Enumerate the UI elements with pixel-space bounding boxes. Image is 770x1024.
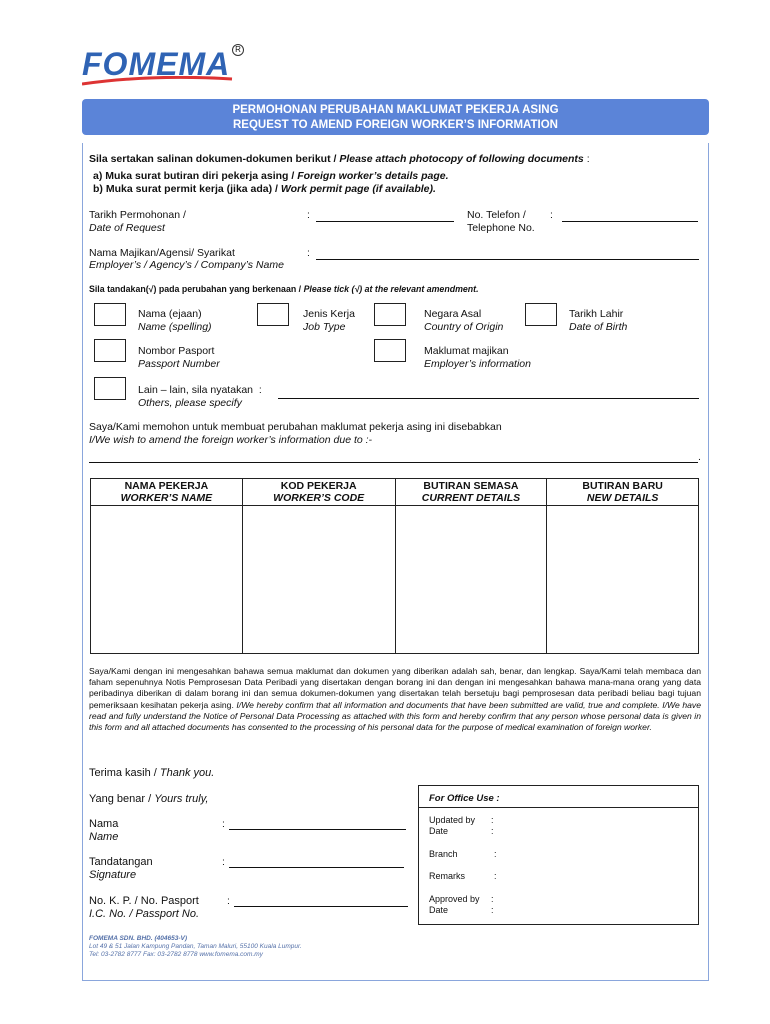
col-worker-name bbox=[91, 479, 243, 506]
attach-b-en: Work permit page (if available). bbox=[280, 183, 436, 195]
registered-mark: R bbox=[232, 44, 244, 56]
sig-name-input-line[interactable] bbox=[229, 829, 406, 830]
tick-instruction bbox=[89, 283, 479, 296]
ic-input-line[interactable] bbox=[234, 906, 408, 907]
sig-name-colon: : bbox=[222, 818, 225, 830]
table-header-row bbox=[91, 479, 699, 506]
opt-dob-ms: Tarikh Lahir bbox=[569, 308, 624, 320]
yours-line bbox=[89, 793, 208, 806]
form-title-ms: PERMOHONAN PERUBAHAN MAKLUMAT PEKERJA ASING bbox=[232, 104, 559, 116]
col-worker-name-ms: NAMA PEKERJA bbox=[124, 480, 209, 492]
others-input-line[interactable] bbox=[278, 398, 699, 399]
table-row bbox=[91, 506, 699, 654]
cell-worker-code[interactable] bbox=[242, 506, 395, 654]
form-title bbox=[82, 99, 709, 135]
declaration-en: I/We hereby confirm that all information and documents that have been submitted are valid, true and complete. I/We have read and fully understand the Notice of Personal Data Processing as attached with this form and hereby confirm that any person whose personal data is given in this form and all attached documents has consented to the processing of his personal data for the purpose of medical examination of foreign worker. bbox=[89, 699, 701, 733]
passport-checkbox[interactable] bbox=[94, 339, 126, 362]
office-branch: Branch bbox=[429, 849, 458, 859]
footer-address: Lot 49 & 51 Jalan Kampung Pandan, Taman Maluri, 55100 Kuala Lumpur. bbox=[89, 943, 302, 950]
yours-ms: Yang benar / bbox=[89, 793, 152, 805]
name-checkbox[interactable] bbox=[94, 303, 126, 326]
sig-sign-colon: : bbox=[222, 856, 225, 868]
cell-worker-name[interactable] bbox=[91, 506, 243, 654]
sig-ic-colon: : bbox=[227, 895, 230, 907]
opt-passport-en: Passport Number bbox=[138, 358, 220, 370]
attach-colon: : bbox=[586, 153, 590, 165]
fomema-logo: FOMEMA bbox=[82, 46, 231, 82]
employer-input-line[interactable] bbox=[316, 259, 699, 260]
opt-country-en: Country of Origin bbox=[424, 321, 504, 333]
reason-en: I/We wish to amend the foreign worker’s information due to :- bbox=[89, 434, 373, 446]
date-input-line[interactable] bbox=[316, 221, 454, 222]
attach-instruction bbox=[89, 153, 590, 166]
opt-country-ms: Negara Asal bbox=[424, 308, 482, 320]
others-checkbox[interactable] bbox=[94, 377, 126, 400]
tick-en: Please tick (√) at the relevant amendment. bbox=[303, 284, 479, 294]
opt-other-ms bbox=[138, 384, 262, 397]
opt-passport-ms: Nombor Pasport bbox=[138, 345, 215, 357]
cell-current-details[interactable] bbox=[395, 506, 547, 654]
col-worker-code-en: WORKER’S CODE bbox=[273, 492, 365, 504]
employer-info-checkbox[interactable] bbox=[374, 339, 406, 362]
opt-name-ms: Nama (ejaan) bbox=[138, 308, 202, 320]
sig-name-ms: Nama bbox=[89, 818, 119, 830]
col-new-en: NEW DETAILS bbox=[586, 492, 659, 504]
opt-job-en: Job Type bbox=[303, 321, 346, 333]
office-remarks: Remarks bbox=[429, 871, 466, 881]
office-approved-by: Approved by bbox=[429, 894, 480, 904]
attach-item-a bbox=[93, 170, 449, 183]
company-footer bbox=[89, 935, 302, 959]
office-divider bbox=[418, 807, 699, 808]
opt-other-en: Others, please specify bbox=[138, 397, 242, 409]
opt-other-colon: : bbox=[258, 384, 262, 396]
logo-swoosh bbox=[82, 76, 234, 86]
amendment-table bbox=[90, 478, 699, 654]
thanks-ms: Terima kasih / bbox=[89, 767, 157, 779]
footer-company: FOMEMA SDN. BHD. (404653-V) bbox=[89, 935, 187, 942]
sig-name-en: Name bbox=[89, 831, 119, 843]
date-colon: : bbox=[307, 209, 310, 221]
col-worker-name-en: WORKER’S NAME bbox=[120, 492, 213, 504]
employer-label-en: Employer’s / Agency’s / Company’s Name bbox=[89, 259, 284, 271]
office-date-2: Date bbox=[429, 905, 449, 915]
declaration-paragraph bbox=[89, 666, 701, 733]
tel-input-line[interactable] bbox=[562, 221, 698, 222]
cell-new-details[interactable] bbox=[547, 506, 699, 654]
opt-dob-en: Date of Birth bbox=[569, 321, 628, 333]
tel-label-en: Telephone No. bbox=[467, 222, 535, 234]
reason-input-line[interactable] bbox=[89, 462, 698, 463]
signature-input-line[interactable] bbox=[229, 867, 404, 868]
opt-employer-en: Employer’s information bbox=[424, 358, 531, 370]
office-use-title: For Office Use : bbox=[429, 793, 500, 804]
col-current-details bbox=[395, 479, 547, 506]
attach-a-ms: a) Muka surat butiran diri pekerja asing / bbox=[93, 170, 295, 182]
reason-dot: . bbox=[698, 451, 701, 463]
sig-ic-en: I.C. No. / Passport No. bbox=[89, 908, 200, 920]
office-updated-by: Updated by bbox=[429, 815, 476, 825]
sig-ic-ms: No. K. P. / No. Pasport bbox=[89, 895, 199, 907]
reason-ms: Saya/Kami memohon untuk membuat perubahan maklumat pekerja asing ini disebabkan bbox=[89, 421, 502, 433]
col-current-en: CURRENT DETAILS bbox=[421, 492, 521, 504]
tick-ms: Sila tandakan(√) pada perubahan yang berkenaan / bbox=[89, 284, 302, 294]
employer-colon: : bbox=[307, 247, 310, 259]
opt-other-ms-text: Lain – lain, sila nyatakan bbox=[138, 384, 253, 396]
job-type-checkbox[interactable] bbox=[257, 303, 289, 326]
col-new-ms: BUTIRAN BARU bbox=[582, 480, 663, 492]
attach-b-ms: b) Muka surat permit kerja (jika ada) / bbox=[93, 183, 278, 195]
office-branch-colon: : bbox=[494, 849, 497, 859]
col-current-ms: BUTIRAN SEMASA bbox=[423, 480, 519, 492]
opt-name-en: Name (spelling) bbox=[138, 321, 212, 333]
sig-sign-ms: Tandatangan bbox=[89, 856, 153, 868]
tel-label-ms: No. Telefon / bbox=[467, 209, 526, 221]
date-label-en: Date of Request bbox=[89, 222, 165, 234]
col-new-details bbox=[547, 479, 699, 506]
office-date: Date bbox=[429, 826, 449, 836]
employer-label-ms: Nama Majikan/Agensi/ Syarikat bbox=[89, 247, 235, 259]
tel-colon: : bbox=[550, 209, 553, 221]
attach-ms: Sila sertakan salinan dokumen-dokumen berikut / bbox=[89, 153, 337, 165]
country-checkbox[interactable] bbox=[374, 303, 406, 326]
opt-employer-ms: Maklumat majikan bbox=[424, 345, 509, 357]
sig-sign-en: Signature bbox=[89, 869, 137, 881]
yours-en: Yours truly, bbox=[154, 793, 209, 805]
office-updated-colon: : bbox=[491, 815, 494, 825]
thanks-line bbox=[89, 767, 214, 780]
office-remarks-colon: : bbox=[494, 871, 497, 881]
attach-item-b bbox=[93, 183, 436, 196]
attach-en: Please attach photocopy of following documents bbox=[339, 153, 584, 165]
office-approved-colon: : bbox=[491, 894, 494, 904]
office-date-colon: : bbox=[491, 826, 494, 836]
form-title-en: REQUEST TO AMEND FOREIGN WORKER’S INFORMATION bbox=[233, 119, 558, 131]
dob-checkbox[interactable] bbox=[525, 303, 557, 326]
col-worker-code bbox=[242, 479, 395, 506]
office-date-2-colon: : bbox=[491, 905, 494, 915]
thanks-en: Thank you. bbox=[159, 767, 215, 779]
footer-contact: Tel: 03-2782 8777 Fax: 03-2782 8778 www.fomema.com.my bbox=[89, 951, 263, 958]
declaration-ms: Saya/Kami dengan ini mengesahkan bahawa semua maklumat dan dokumen yang diberikan adalah sah, benar, dan lengkap. Saya/Kami telah membaca dan faham sepenuhnya Notis Pemprosesan Data Peribadi yang disertakan dengan borang ini dan dengan ini mengesahkan bahawa mana-mana orang yang data peribadinya diberikan di dalam borang ini dan semua dokumen-dokumen yang disertakan telah bersetuju bagi pemprosesan data peribadi beliau bagi tujuan pemeriksaan kesihatan pekerja asing. bbox=[89, 666, 701, 710]
col-worker-code-ms: KOD PEKERJA bbox=[280, 480, 357, 492]
attach-a-en: Foreign worker’s details page. bbox=[297, 170, 449, 182]
date-label-ms: Tarikh Permohonan / bbox=[89, 209, 186, 221]
opt-job-ms: Jenis Kerja bbox=[303, 308, 355, 320]
